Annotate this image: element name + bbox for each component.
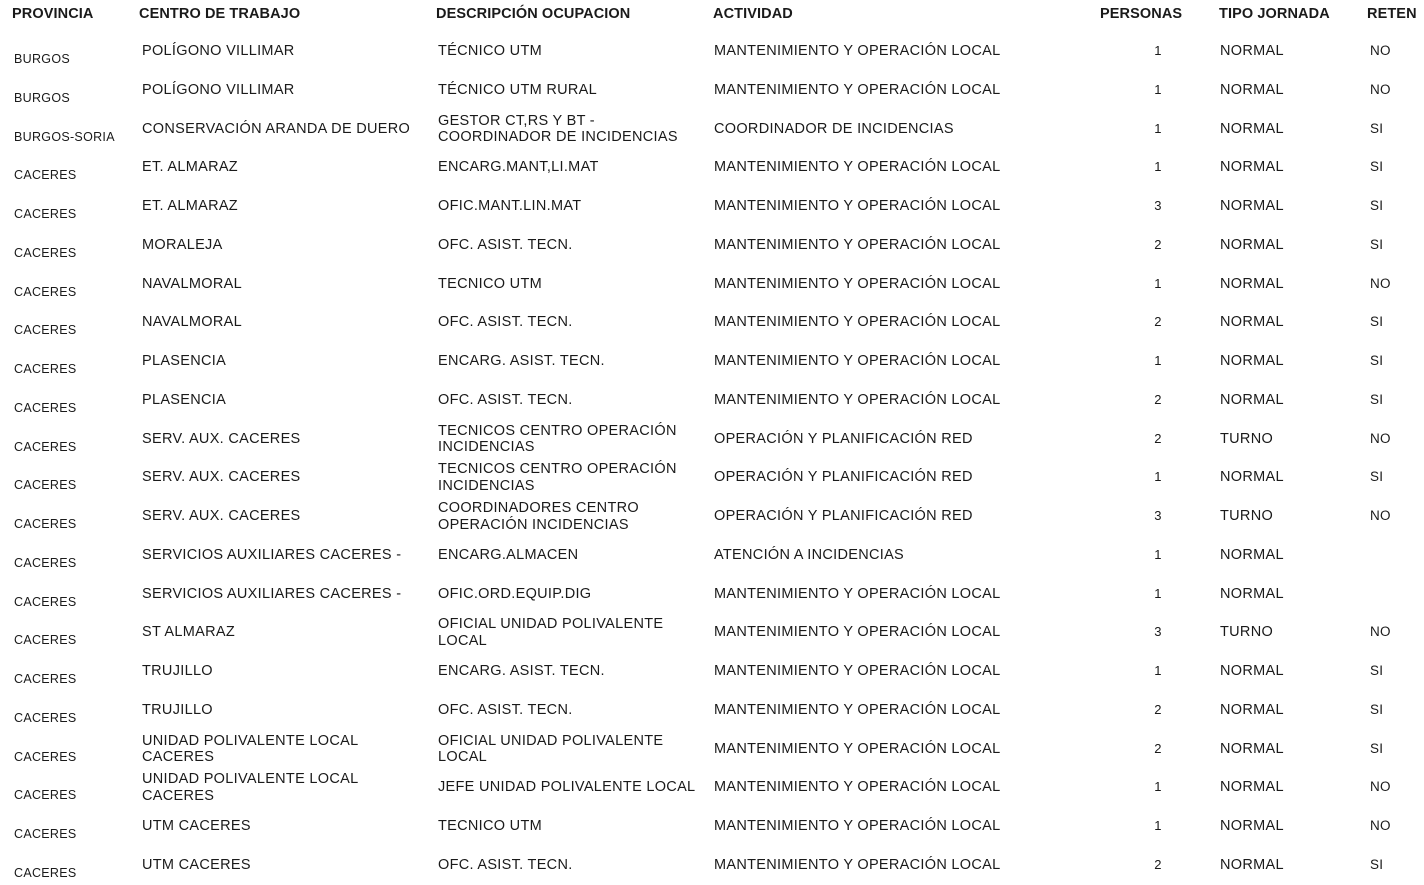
cell-tipo-jornada: NORMAL	[1220, 159, 1284, 176]
descripcion-line: OPERACIÓN INCIDENCIAS	[438, 516, 629, 533]
cell-reten: NO	[1370, 275, 1391, 291]
cell-provincia: CACERES	[14, 517, 77, 531]
centro-line: TRUJILLO	[142, 663, 213, 679]
cell-personas: 2	[1154, 236, 1162, 252]
cell-personas: 2	[1154, 701, 1162, 717]
descripcion-line: OFICIAL UNIDAD POLIVALENTE	[438, 616, 664, 633]
descripcion-line: OFIC.ORD.EQUIP.DIG	[438, 585, 592, 602]
cell-centro-de-trabajo	[142, 733, 358, 766]
cell-centro-de-trabajo	[142, 586, 401, 602]
cell-personas: 1	[1154, 120, 1162, 136]
cell-provincia: CACERES	[14, 633, 77, 648]
cell-personas: 3	[1154, 198, 1162, 213]
cell-centro-de-trabajo	[142, 121, 410, 137]
cell-reten: NO	[1370, 43, 1391, 58]
cell-reten: SI	[1370, 740, 1384, 756]
cell-centro-de-trabajo	[142, 771, 358, 804]
cell-provincia: CACERES	[14, 749, 77, 764]
table-row	[0, 227, 1424, 265]
cell-reten: SI	[1370, 353, 1384, 368]
cell-personas: 1	[1154, 353, 1162, 368]
cell-personas: 1	[1154, 275, 1162, 291]
cell-tipo-jornada: NORMAL	[1220, 779, 1284, 796]
cell-personas: 2	[1154, 314, 1162, 330]
cell-provincia: CACERES	[14, 555, 77, 570]
cell-personas: 1	[1154, 585, 1162, 601]
header-personas: PERSONAS	[1100, 6, 1183, 22]
descripcion-line: COORDINADOR DE INCIDENCIAS	[438, 129, 678, 145]
cell-tipo-jornada: NORMAL	[1220, 275, 1284, 292]
cell-provincia: CACERES	[14, 245, 77, 260]
centro-line: TRUJILLO	[142, 701, 213, 718]
table-row	[0, 537, 1424, 575]
centro-line: SERV. AUX. CACERES	[142, 508, 301, 524]
table-row	[0, 343, 1424, 381]
cell-reten: SI	[1370, 469, 1384, 485]
table-row	[0, 33, 1424, 71]
cell-actividad: MANTENIMIENTO Y OPERACIÓN LOCAL	[714, 818, 1001, 834]
cell-centro-de-trabajo	[142, 547, 401, 563]
table-row	[0, 769, 1424, 807]
descripcion-line: OFC. ASIST. TECN.	[438, 236, 573, 253]
cell-actividad: MANTENIMIENTO Y OPERACIÓN LOCAL	[714, 81, 1001, 98]
cell-actividad: MANTENIMIENTO Y OPERACIÓN LOCAL	[714, 353, 1001, 369]
cell-descripcion-ocupacion	[438, 500, 639, 533]
table-row	[0, 72, 1424, 110]
cell-provincia: CACERES	[14, 400, 77, 415]
cell-tipo-jornada: NORMAL	[1220, 585, 1284, 602]
cell-provincia: CACERES	[14, 788, 77, 803]
cell-descripcion-ocupacion	[438, 276, 542, 292]
cell-provincia: CACERES	[14, 323, 77, 338]
cell-actividad: MANTENIMIENTO Y OPERACIÓN LOCAL	[714, 391, 1001, 408]
centro-line: SERV. AUX. CACERES	[142, 430, 301, 447]
cell-personas: 3	[1154, 624, 1162, 640]
table-row	[0, 498, 1424, 536]
descripcion-line: TECNICO UTM	[438, 818, 542, 834]
cell-actividad: MANTENIMIENTO Y OPERACIÓN LOCAL	[714, 159, 1001, 176]
descripcion-line: ENCARG.ALMACEN	[438, 546, 579, 563]
cell-personas: 1	[1154, 469, 1162, 485]
descripcion-line: OFC. ASIST. TECN.	[438, 701, 573, 718]
cell-descripcion-ocupacion	[438, 423, 677, 456]
cell-tipo-jornada: NORMAL	[1220, 43, 1284, 59]
table-row	[0, 421, 1424, 459]
cell-centro-de-trabajo	[142, 431, 301, 447]
descripcion-line: ENCARG. ASIST. TECN.	[438, 663, 605, 679]
cell-tipo-jornada: NORMAL	[1220, 701, 1284, 718]
table-row	[0, 459, 1424, 497]
table-row	[0, 808, 1424, 846]
centro-line: PLASENCIA	[142, 353, 227, 369]
cell-reten: NO	[1370, 81, 1391, 97]
cell-actividad: MANTENIMIENTO Y OPERACIÓN LOCAL	[714, 740, 1001, 757]
cell-actividad: MANTENIMIENTO Y OPERACIÓN LOCAL	[714, 701, 1001, 718]
cell-personas: 1	[1154, 663, 1162, 678]
table-row	[0, 653, 1424, 691]
cell-centro-de-trabajo	[142, 624, 235, 640]
cell-provincia: CACERES	[14, 168, 77, 183]
cell-actividad: OPERACIÓN Y PLANIFICACIÓN RED	[714, 430, 973, 447]
cell-personas: 2	[1154, 391, 1162, 407]
table-row	[0, 382, 1424, 420]
descripcion-line: OFC. ASIST. TECN.	[438, 391, 573, 408]
centro-line: CONSERVACIÓN ARANDA DE DUERO	[142, 120, 411, 137]
cell-reten: NO	[1370, 430, 1391, 446]
centro-line: SERVICIOS AUXILIARES CACERES -	[142, 585, 402, 602]
cell-reten: SI	[1370, 701, 1384, 717]
cell-reten: SI	[1370, 391, 1384, 407]
cell-actividad: MANTENIMIENTO Y OPERACIÓN LOCAL	[714, 663, 1001, 679]
cell-tipo-jornada: NORMAL	[1220, 353, 1284, 369]
cell-centro-de-trabajo	[142, 198, 238, 214]
descripcion-line: GESTOR CT,RS Y BT -	[438, 112, 595, 129]
centro-line: UNIDAD POLIVALENTE LOCAL	[142, 732, 359, 749]
cell-provincia: CACERES	[14, 207, 77, 221]
cell-descripcion-ocupacion	[438, 159, 599, 175]
descripcion-line: LOCAL	[438, 749, 488, 765]
cell-descripcion-ocupacion	[438, 733, 663, 766]
table-row	[0, 188, 1424, 226]
centro-line: UNIDAD POLIVALENTE LOCAL	[142, 771, 359, 788]
cell-personas: 2	[1154, 430, 1162, 446]
cell-provincia: CACERES	[14, 284, 77, 299]
table-row	[0, 692, 1424, 730]
cell-tipo-jornada: NORMAL	[1220, 81, 1284, 98]
cell-provincia: BURGOS-SORIA	[14, 129, 115, 144]
centro-line: POLÍGONO VILLIMAR	[142, 43, 295, 59]
cell-centro-de-trabajo	[142, 82, 295, 98]
cell-descripcion-ocupacion	[438, 857, 573, 873]
cell-descripcion-ocupacion	[438, 702, 573, 718]
header-reten: RETEN	[1367, 6, 1417, 22]
centro-line: CACERES	[142, 749, 215, 765]
cell-descripcion-ocupacion	[438, 237, 573, 253]
cell-actividad: MANTENIMIENTO Y OPERACIÓN LOCAL	[714, 236, 1001, 253]
descripcion-line: OFC. ASIST. TECN.	[438, 856, 573, 873]
cell-actividad: MANTENIMIENTO Y OPERACIÓN LOCAL	[714, 198, 1001, 214]
cell-centro-de-trabajo	[142, 237, 223, 253]
descripcion-line: TECNICOS CENTRO OPERACIÓN	[438, 422, 677, 439]
header-provincia: PROVINCIA	[12, 6, 94, 22]
centro-line: ST ALMARAZ	[142, 624, 235, 641]
cell-reten: NO	[1370, 779, 1391, 795]
descripcion-line: OFIC.MANT.LIN.MAT	[438, 198, 582, 214]
table-header	[0, 0, 1424, 30]
cell-provincia: CACERES	[14, 672, 77, 686]
cell-tipo-jornada: NORMAL	[1220, 546, 1284, 563]
cell-descripcion-ocupacion	[438, 82, 597, 98]
cell-centro-de-trabajo	[142, 353, 226, 369]
centro-line: SERVICIOS AUXILIARES CACERES -	[142, 546, 402, 563]
centro-line: CACERES	[142, 787, 215, 804]
cell-descripcion-ocupacion	[438, 392, 573, 408]
cell-centro-de-trabajo	[142, 276, 242, 292]
cell-reten: SI	[1370, 159, 1384, 175]
cell-reten: SI	[1370, 856, 1384, 872]
cell-descripcion-ocupacion	[438, 586, 591, 602]
centro-line: NAVALMORAL	[142, 275, 242, 292]
cell-actividad: MANTENIMIENTO Y OPERACIÓN LOCAL	[714, 624, 1001, 641]
header-centro-de-trabajo: CENTRO DE TRABAJO	[139, 6, 301, 22]
table-row	[0, 149, 1424, 187]
cell-tipo-jornada: NORMAL	[1220, 198, 1284, 214]
cell-personas: 2	[1154, 740, 1162, 756]
header-actividad: ACTIVIDAD	[713, 6, 793, 22]
descripcion-line: ENCARG.MANT,LI.MAT	[438, 159, 599, 176]
cell-centro-de-trabajo	[142, 508, 301, 524]
cell-reten: SI	[1370, 120, 1384, 136]
table-row	[0, 847, 1424, 885]
cell-descripcion-ocupacion	[438, 779, 695, 795]
cell-provincia: CACERES	[14, 594, 77, 609]
centro-line: SERV. AUX. CACERES	[142, 469, 301, 486]
centro-line: POLÍGONO VILLIMAR	[142, 81, 295, 98]
cell-actividad: MANTENIMIENTO Y OPERACIÓN LOCAL	[714, 585, 1001, 602]
cell-reten: SI	[1370, 236, 1384, 252]
cell-personas: 3	[1154, 508, 1162, 523]
centro-line: PLASENCIA	[142, 391, 227, 408]
cell-tipo-jornada: NORMAL	[1220, 120, 1284, 137]
table-row	[0, 266, 1424, 304]
cell-reten: NO	[1370, 508, 1391, 523]
cell-actividad: OPERACIÓN Y PLANIFICACIÓN RED	[714, 508, 973, 524]
cell-tipo-jornada: NORMAL	[1220, 236, 1284, 253]
cell-provincia: BURGOS	[14, 52, 70, 66]
descripcion-line: TÉCNICO UTM RURAL	[438, 81, 597, 98]
cell-personas: 1	[1154, 546, 1162, 562]
cell-provincia: CACERES	[14, 827, 77, 841]
cell-centro-de-trabajo	[142, 392, 226, 408]
cell-reten: SI	[1370, 663, 1384, 678]
cell-centro-de-trabajo	[142, 159, 238, 175]
cell-centro-de-trabajo	[142, 469, 301, 485]
cell-tipo-jornada: TURNO	[1220, 624, 1274, 641]
cell-provincia: BURGOS	[14, 90, 70, 105]
cell-descripcion-ocupacion	[438, 353, 605, 369]
descripcion-line: COORDINADORES CENTRO	[438, 500, 639, 516]
descripcion-line: INCIDENCIAS	[438, 439, 535, 455]
centro-line: MORALEJA	[142, 236, 223, 253]
cell-descripcion-ocupacion	[438, 314, 573, 330]
cell-actividad: ATENCIÓN A INCIDENCIAS	[714, 546, 905, 563]
cell-personas: 1	[1154, 81, 1162, 97]
cell-tipo-jornada: NORMAL	[1220, 391, 1284, 408]
descripcion-line: OFC. ASIST. TECN.	[438, 314, 573, 331]
cell-descripcion-ocupacion	[438, 43, 542, 59]
table-row	[0, 304, 1424, 342]
cell-reten: NO	[1370, 624, 1391, 640]
cell-descripcion-ocupacion	[438, 461, 677, 494]
descripcion-line: JEFE UNIDAD POLIVALENTE LOCAL	[438, 779, 696, 796]
header-tipo-jornada: TIPO JORNADA	[1219, 6, 1330, 22]
cell-actividad: COORDINADOR DE INCIDENCIAS	[714, 120, 954, 137]
cell-tipo-jornada: NORMAL	[1220, 314, 1284, 331]
cell-actividad: OPERACIÓN Y PLANIFICACIÓN RED	[714, 469, 973, 486]
cell-descripcion-ocupacion	[438, 198, 581, 214]
centro-line: UTM CACERES	[142, 856, 251, 873]
cell-personas: 1	[1154, 159, 1162, 175]
cell-centro-de-trabajo	[142, 857, 251, 873]
cell-provincia: CACERES	[14, 439, 77, 454]
cell-descripcion-ocupacion	[438, 547, 578, 563]
cell-centro-de-trabajo	[142, 663, 213, 679]
cell-reten: NO	[1370, 818, 1391, 833]
cell-personas: 1	[1154, 818, 1162, 833]
table-row	[0, 614, 1424, 652]
centro-line: ET. ALMARAZ	[142, 159, 238, 176]
cell-provincia: CACERES	[14, 362, 77, 376]
cell-tipo-jornada: NORMAL	[1220, 856, 1284, 873]
cell-tipo-jornada: NORMAL	[1220, 663, 1284, 679]
cell-tipo-jornada: NORMAL	[1220, 469, 1284, 486]
cell-descripcion-ocupacion	[438, 616, 663, 649]
cell-tipo-jornada: NORMAL	[1220, 818, 1284, 834]
cell-descripcion-ocupacion	[438, 113, 678, 146]
table-row	[0, 576, 1424, 614]
cell-descripcion-ocupacion	[438, 818, 542, 834]
cell-descripcion-ocupacion	[438, 663, 605, 679]
cell-actividad: MANTENIMIENTO Y OPERACIÓN LOCAL	[714, 43, 1001, 59]
cell-tipo-jornada: TURNO	[1220, 430, 1274, 447]
cell-tipo-jornada: NORMAL	[1220, 740, 1284, 757]
descripcion-line: OFICIAL UNIDAD POLIVALENTE	[438, 732, 664, 749]
descripcion-line: LOCAL	[438, 632, 488, 649]
cell-provincia: CACERES	[14, 710, 77, 725]
cell-personas: 2	[1154, 856, 1162, 872]
cell-centro-de-trabajo	[142, 702, 213, 718]
cell-actividad: MANTENIMIENTO Y OPERACIÓN LOCAL	[714, 779, 1001, 796]
header-descripcion-ocupacion: DESCRIPCIÓN OCUPACION	[436, 6, 631, 22]
cell-personas: 1	[1154, 779, 1162, 795]
centro-line: ET. ALMARAZ	[142, 198, 238, 214]
cell-centro-de-trabajo	[142, 43, 295, 59]
descripcion-line: TECNICO UTM	[438, 275, 542, 292]
cell-actividad: MANTENIMIENTO Y OPERACIÓN LOCAL	[714, 314, 1001, 331]
cell-personas: 1	[1154, 43, 1162, 58]
table-row	[0, 111, 1424, 149]
cell-tipo-jornada: TURNO	[1220, 508, 1274, 524]
cell-reten: SI	[1370, 314, 1384, 330]
descripcion-line: TÉCNICO UTM	[438, 43, 542, 59]
table-row	[0, 731, 1424, 769]
cell-actividad: MANTENIMIENTO Y OPERACIÓN LOCAL	[714, 856, 1001, 873]
cell-actividad: MANTENIMIENTO Y OPERACIÓN LOCAL	[714, 275, 1001, 292]
centro-line: UTM CACERES	[142, 818, 251, 834]
cell-provincia: CACERES	[14, 478, 77, 493]
centro-line: NAVALMORAL	[142, 314, 242, 331]
cell-centro-de-trabajo	[142, 818, 251, 834]
cell-provincia: CACERES	[14, 865, 77, 880]
descripcion-line: INCIDENCIAS	[438, 477, 535, 494]
descripcion-line: TECNICOS CENTRO OPERACIÓN	[438, 461, 677, 478]
cell-centro-de-trabajo	[142, 314, 242, 330]
descripcion-line: ENCARG. ASIST. TECN.	[438, 353, 605, 369]
cell-reten: SI	[1370, 198, 1384, 213]
